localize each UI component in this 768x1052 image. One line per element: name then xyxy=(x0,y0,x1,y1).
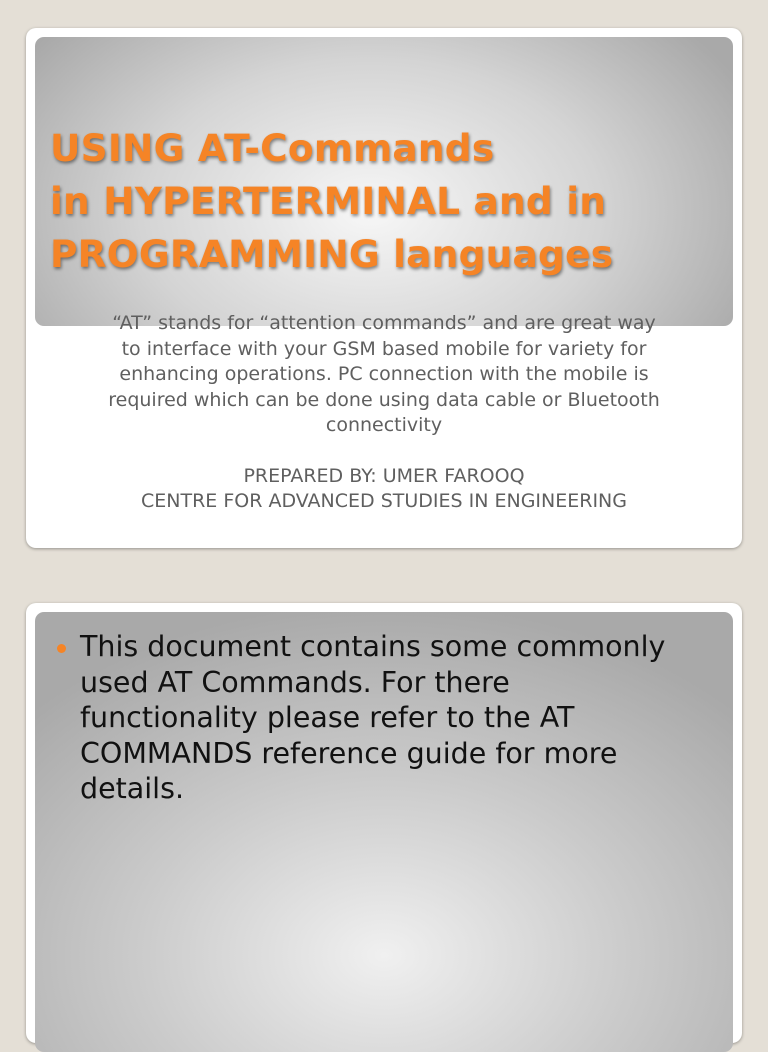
organization: CENTRE FOR ADVANCED STUDIES IN ENGINEERING xyxy=(141,490,627,512)
prepared-by: PREPARED BY: UMER FAROOQ xyxy=(243,464,525,487)
slide-title xyxy=(50,122,730,281)
content-panel xyxy=(35,612,733,1052)
content-slide xyxy=(26,603,742,1043)
bullet-line: functionality please refer to the AT xyxy=(80,701,575,734)
title-panel xyxy=(35,37,733,326)
bullet-line: details. xyxy=(80,772,185,805)
slide-subtitle xyxy=(56,311,712,515)
subtitle-line: connectivity xyxy=(325,414,443,436)
title-line: USING AT-Commands xyxy=(50,126,495,170)
bullet-item xyxy=(57,629,717,807)
subtitle-line: enhancing operations. PC connection with the mobile is xyxy=(119,363,649,385)
bullet-line: This document contains some commonly xyxy=(80,630,666,663)
subtitle-line: required which can be done using data cable or Bluetooth xyxy=(108,388,660,411)
bullet-dot-icon xyxy=(57,644,66,653)
spacer xyxy=(56,439,712,464)
title-slide xyxy=(26,28,742,548)
bullet-text xyxy=(80,629,665,807)
subtitle-line: “AT” stands for “attention commands” and are great way xyxy=(112,312,656,334)
bullet-line: used AT Commands. For there xyxy=(80,665,510,699)
title-line: in HYPERTERMINAL and in xyxy=(50,179,607,223)
bullet-line: COMMANDS reference guide for more xyxy=(80,736,618,770)
subtitle-line: to interface with your GSM based mobile for variety for xyxy=(121,337,647,360)
title-line: PROGRAMMING languages xyxy=(50,232,614,276)
